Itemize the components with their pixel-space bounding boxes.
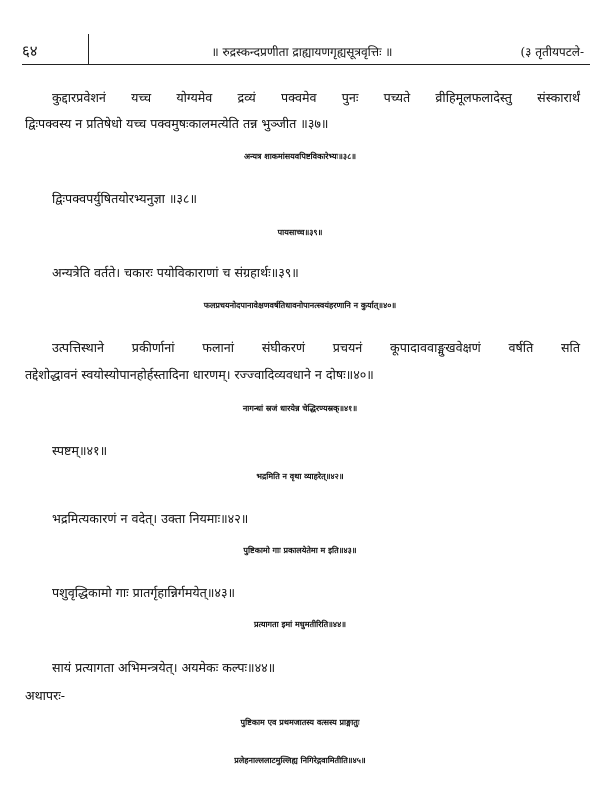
sutra-42: भद्रमिति न वृथा व्याहरेत्॥४२॥ <box>256 471 344 481</box>
sutra-40: फलप्रचयनोदपानावेक्षणवर्षतिधावनोपानत्स्वयंहरणानि न कुर्यात्॥४०॥ <box>203 300 397 310</box>
section-label: (३ तृतीयपटले- <box>520 45 584 59</box>
commentary-44: सायं प्रत्यागता अभिमन्त्रयेत्। अयमेकः कल्पः॥४४॥ <box>52 660 276 675</box>
commentary-39: अन्यत्रेति वर्तते। चकारः पयोविकाराणां च संग्रहार्थः॥३९॥ <box>52 265 299 280</box>
athaparah-label: अथापरः- <box>25 688 66 703</box>
sutra-41: नागन्धां स्रजं धारयेन्न चेद्धिरण्यस्रक्॥४१॥ <box>242 403 358 413</box>
header-divider <box>88 34 89 64</box>
commentary-41: स्पष्टम्॥४१॥ <box>52 443 108 458</box>
sutra-43: पुष्टिकामो गाः प्रकालयेतेमा म इति॥४३॥ <box>243 545 357 555</box>
commentary-43: पशुवृद्धिकामो गाः प्रातर्गृहान्निर्गमयेत्॥४३॥ <box>52 585 236 600</box>
commentary-37-line-1: कुद्दारप्रवेशनं यच्च योग्यमेव द्रव्यं पक्वमेव पुनः पच्यते व्रीहिमूलफलादेस्तु संस्कारार्थं <box>52 90 580 105</box>
page-number: ६४ <box>22 42 38 60</box>
page-header <box>22 34 590 65</box>
sutra-38: अन्यत्र शाकमांसयवपिष्टविकारेभ्यः॥३८॥ <box>243 151 357 161</box>
sutra-44: प्रत्यागता इमां मधुमतीरिति॥४४॥ <box>253 619 347 629</box>
commentary-40-line-1: उत्पत्तिस्थाने प्रकीर्णानां फलानां संघीकरणं प्रचयनं कूपादाववाङ्मुखवेक्षणं वर्षति सति <box>52 340 580 355</box>
commentary-37-line-2: द्विःपक्वस्य न प्रतिषेधो यच्च पक्वमुषःकालमत्येति तन्न भुञ्जीत ॥३७॥ <box>25 116 329 131</box>
sutra-45-line-1: पुष्टिकाम एव प्रथमजातस्य वत्सस्य प्राङ्मातुः <box>240 717 360 727</box>
sutra-39: पायसाच्च॥३९॥ <box>277 227 323 237</box>
commentary-42: भद्रमित्यकारणं न वदेत्। उक्ता नियमाः॥४२॥ <box>52 511 249 526</box>
running-title: ॥ रुद्रस्कन्दप्रणीता द्राह्यायणगृह्यसूत्रवृत्तिः ॥ <box>211 45 393 59</box>
sutra-45-line-2: प्रलेहनाल्ललाटमुल्लिह्य निगिरेद्गवामितीति॥४५॥ <box>234 755 366 765</box>
commentary-40-line-2: तद्देशोद्धावनं स्वयोस्योपानहोर्हस्तादिना धारणम्। रज्ज्वादिव्यवधाने न दोषः॥४०॥ <box>25 367 374 382</box>
commentary-38: द्विःपक्वपर्युषितयोरभ्यनुज्ञा ॥३८॥ <box>52 191 198 206</box>
